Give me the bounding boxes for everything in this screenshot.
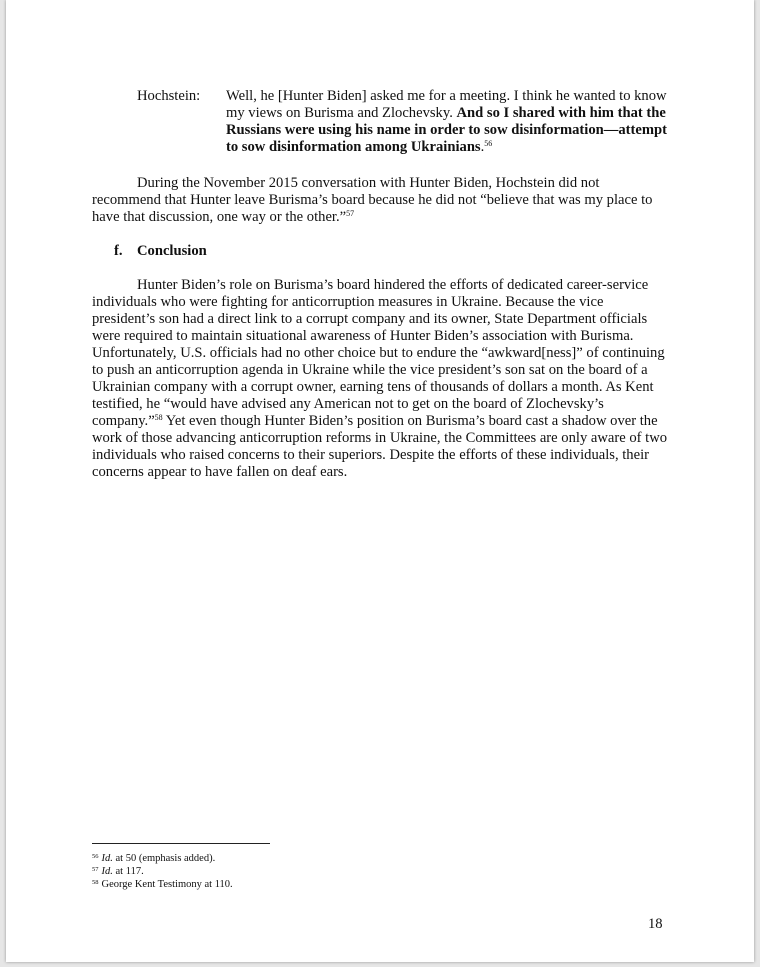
footnote-57 xyxy=(92,865,652,878)
section-number: f. xyxy=(114,243,123,259)
testimony-quote xyxy=(92,88,668,156)
footnote-italic: Id. xyxy=(101,853,113,864)
footnote-text: at 117. xyxy=(112,866,144,877)
section-title: Conclusion xyxy=(137,243,207,259)
footnote-divider xyxy=(92,843,270,844)
footnotes xyxy=(92,852,652,891)
paragraph-conclusion xyxy=(92,277,668,481)
footnote-ref-57[interactable]: 57 xyxy=(346,209,355,218)
quote-speaker: Hochstein: xyxy=(137,88,201,104)
document-page xyxy=(6,0,754,962)
footnote-56 xyxy=(92,852,652,865)
quote-end: . xyxy=(480,139,485,155)
section-heading xyxy=(92,243,668,260)
page-body xyxy=(92,88,668,481)
footnote-italic: Id. xyxy=(101,866,113,877)
footnote-ref-58[interactable]: 58 xyxy=(154,413,163,422)
footnote-number: 58 xyxy=(92,879,99,886)
paragraph-hochstein xyxy=(92,175,668,226)
quote-bold-text: And so I shared with him that the Russians were using his name in order to sow disinformation—attempt to sow disinformation among Ukrainians xyxy=(226,105,667,155)
footnote-number: 56 xyxy=(92,853,99,860)
footnote-ref-56[interactable]: 56 xyxy=(484,139,493,148)
paragraph-text-a: Hunter Biden’s role on Burisma’s board hindered the efforts of dedicated career-service individuals who were fighting for anticorruption measures in Ukraine. Because the vice president’s son had a direct link to a corrupt company and its owner, State Department officials were required to maintain situational awareness of Hunter Biden’s association with Burisma. Unfortunately, U.S. officials had no other choice but to endure the “awkward[ness]” of continuing to push an anticorruption agenda in Ukraine while the vice president’s son sat on the board of a Ukrainian company with a corrupt owner, earning tens of thousands of dollars a month. As Kent testified, he “would have advised any American not to get on the board of Zlochevsky’s company.” xyxy=(92,277,665,429)
footnote-text: at 50 (emphasis added). xyxy=(112,853,216,864)
quote-normal-text: Well, he [Hunter Biden] asked me for a meeting. I think he wanted to know my views on Burisma and Zlochevsky. xyxy=(226,88,667,121)
quote-text xyxy=(226,88,668,156)
footnote-number: 57 xyxy=(92,866,99,873)
paragraph-text: During the November 2015 conversation with Hunter Biden, Hochstein did not recommend that Hunter leave Burisma’s board because he did not “believe that was my place to have that discussion, one way or the other.” xyxy=(92,175,653,225)
footnote-text: George Kent Testimony at 110. xyxy=(101,879,233,890)
paragraph-text-b: Yet even though Hunter Biden’s position on Burisma’s board cast a shadow over the work of those advancing anticorruption reforms in Ukraine, the Committees are only aware of two individuals who raised concerns to their superiors. Despite the efforts of these individuals, their concerns appear to have fallen on deaf ears. xyxy=(92,413,668,480)
footnote-58 xyxy=(92,878,652,891)
page-number: 18 xyxy=(648,916,663,932)
